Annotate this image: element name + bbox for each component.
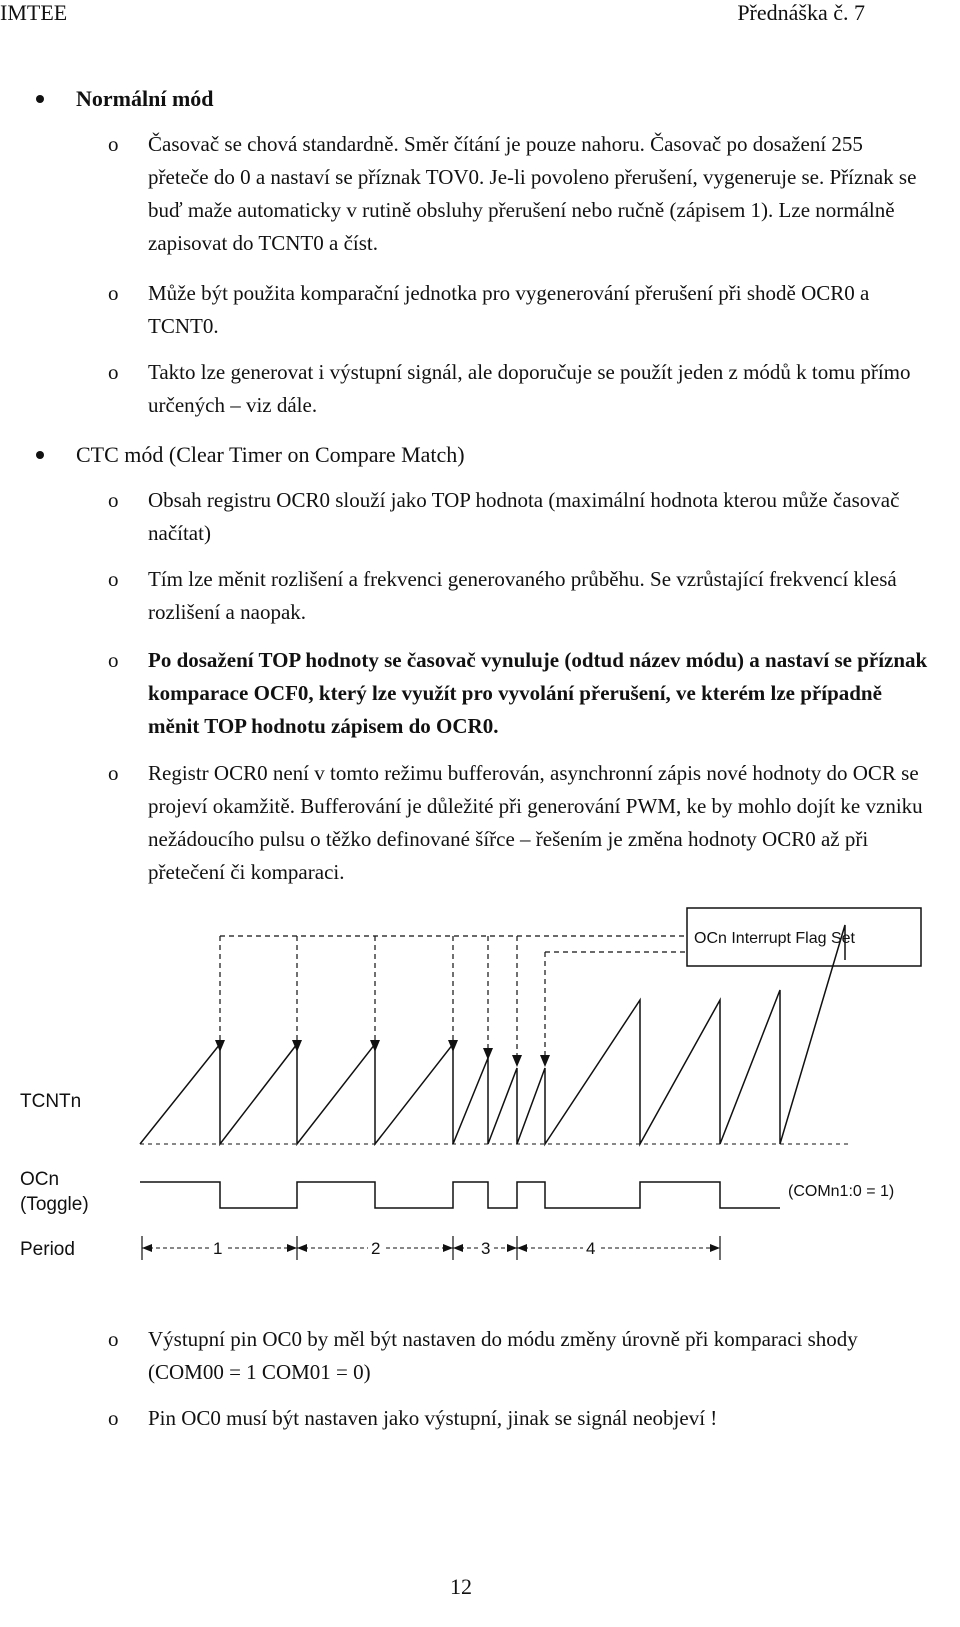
section-title: Normální mód	[76, 86, 214, 111]
list-item-text: Po dosažení TOP hodnoty se časovač vynuluje (odtud název módu) a nastaví se příznak komparace OCF0, který lze využít pro vyvolání přerušení, ve kterém lze případně měnit TOP hodnotu zápisem do OCR0.	[148, 648, 928, 738]
com-mode-label: (COMn1:0 = 1)	[788, 1183, 895, 1200]
ocn-label: OCn	[20, 1169, 60, 1190]
header-left: IMTEE	[0, 0, 68, 25]
period-3: 3	[481, 1239, 491, 1258]
page-number: 12	[450, 1574, 472, 1599]
list-item	[108, 1323, 928, 1389]
ctc-timing-diagram	[0, 900, 930, 1285]
list-item	[108, 563, 928, 629]
list-item-text: Obsah registru OCR0 slouží jako TOP hodnota (maximální hodnota kterou může časovač načítat)	[148, 488, 900, 545]
bullet-dot-icon	[36, 95, 44, 103]
list-marker: o	[108, 648, 119, 672]
list-item-text: Může být použita komparační jednotka pro vygenerování přerušení při shodě OCR0 a TCNT0.	[148, 281, 870, 338]
section-title: CTC mód (Clear Timer on Compare Match)	[76, 442, 465, 467]
list-marker: o	[108, 360, 119, 384]
list-marker: o	[108, 488, 119, 512]
list-item	[108, 277, 928, 343]
list-item	[108, 484, 928, 550]
list-item	[108, 644, 928, 744]
list-item	[108, 128, 928, 260]
period-2: 2	[371, 1239, 381, 1258]
list-marker: o	[108, 132, 119, 156]
list-item-text: Pin OC0 musí být nastaven jako výstupní, jinak se signál neobjeví !	[148, 1406, 718, 1430]
list-item-text: Tím lze měnit rozlišení a frekvenci generovaného průběhu. Se vzrůstající frekvencí klesá rozlišení a naopak.	[148, 567, 897, 624]
list-marker: o	[108, 567, 119, 591]
list-marker: o	[108, 1327, 119, 1351]
list-item	[108, 1402, 928, 1436]
period-label: Period	[20, 1239, 75, 1260]
list-marker: o	[108, 281, 119, 305]
list-item	[108, 757, 928, 892]
list-marker: o	[108, 1406, 119, 1430]
header-right: Přednáška č. 7	[737, 0, 865, 25]
list-item-text: Takto lze generovat i výstupní signál, ale doporučuje se použít jeden z módů k tomu přímo určených – viz dále.	[148, 360, 911, 417]
list-item-text: Registr OCR0 není v tomto režimu bufferován, asynchronní zápis nové hodnoty do OCR se projeví okamžitě. Bufferování je důležité při generování PWM, ke by mohlo dojít ke vzniku nežádoucího pulsu o těžko definované šířce – řešením je změna hodnoty OCR0 až při přetečení či komparaci.	[148, 761, 923, 884]
list-item-text: Výstupní pin OC0 by měl být nastaven do módu změny úrovně při komparaci shody (COM00 = 1 COM01 = 0)	[148, 1327, 858, 1384]
bullet-dot-icon	[36, 451, 44, 459]
period-4: 4	[586, 1239, 596, 1258]
tcnt-label: TCNTn	[20, 1091, 82, 1112]
ocn-toggle-label: (Toggle)	[20, 1194, 89, 1215]
list-item-text: Časovač se chová standardně. Směr čítání je pouze nahoru. Časovač po dosažení 255 přeteče do 0 a nastaví se příznak TOV0. Je-li povoleno přerušení, vygeneruje se. Příznak se buď maže automaticky v rutině obsluhy přerušení nebo ručně (zápisem 1). Lze normálně zapisovat do TCNT0 a číst.	[148, 132, 917, 255]
period-1: 1	[213, 1239, 223, 1258]
list-item	[108, 356, 928, 422]
list-marker: o	[108, 761, 119, 785]
flag-label: OCn Interrupt Flag Set	[694, 930, 855, 947]
